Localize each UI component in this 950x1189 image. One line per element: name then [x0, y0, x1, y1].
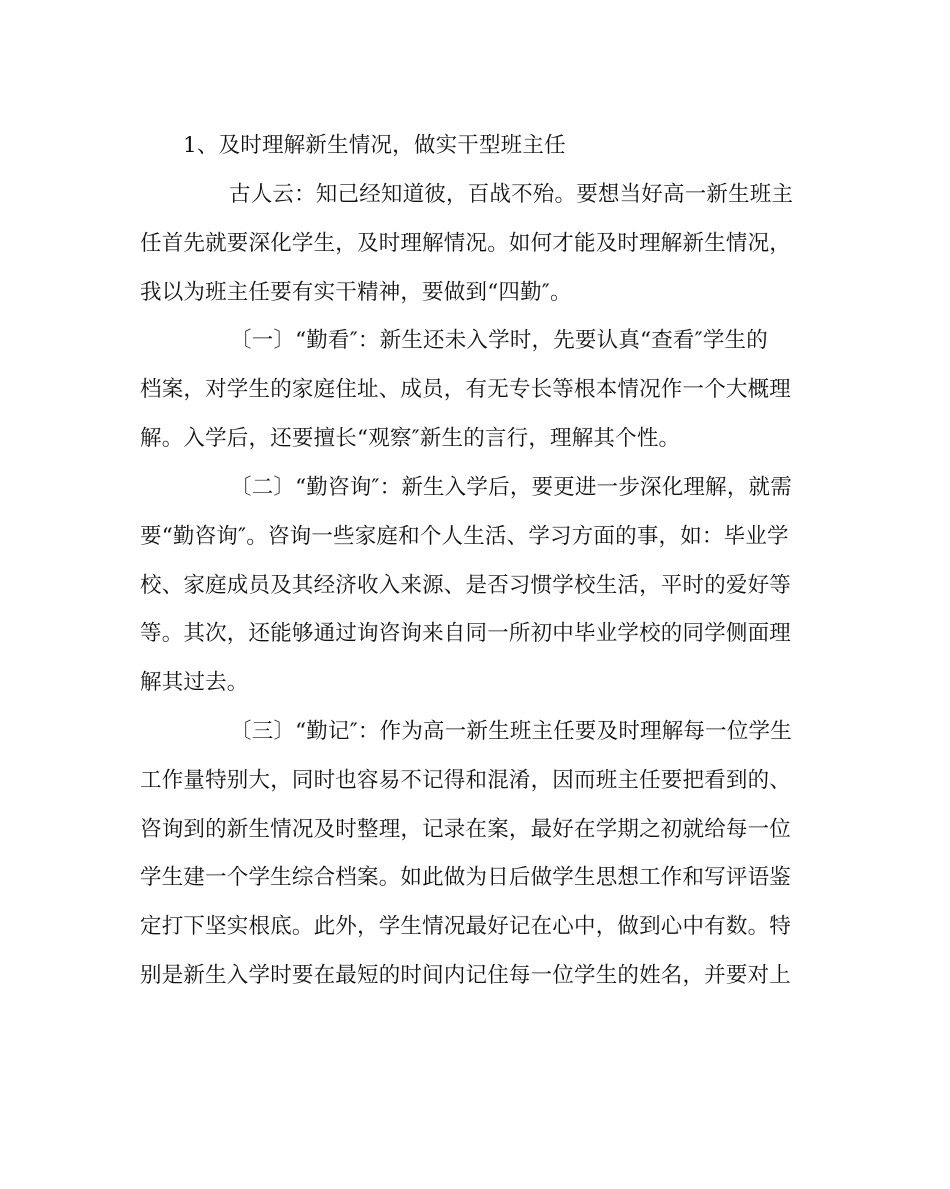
- paragraph-line: 咨询到的新生情况及时整理，记录在案，最好在学期之初就给每一位: [140, 817, 792, 842]
- paragraph-line: 档案，对学生的家庭住址、成员，有无专长等根本情况作一个大概理: [140, 377, 792, 402]
- paragraph-line: 定打下坚实根底。此外，学生情况最好记在心中，做到心中有数。特: [140, 914, 792, 939]
- paragraph-line: 别是新生入学时要在最短的时间内记住每一位学生的姓名，并要对上: [140, 963, 792, 988]
- paragraph-line: 我以为班主任要有实干精神，要做到“四勤″。: [140, 280, 572, 305]
- paragraph-line: 〔二〕“勤咨询″：新生入学后，要更进一步深化理解，就需: [230, 475, 792, 500]
- paragraph-line: 古人云：知己经知道彼，百战不殆。要想当好高一新生班主: [229, 182, 794, 207]
- paragraph-line: 等。其次，还能够通过询咨询来自同一所初中毕业学校的同学侧面理: [140, 621, 792, 646]
- paragraph-line: 〔一〕“勤看″：新生还未入学时，先要认真“查看″学生的: [230, 328, 768, 353]
- paragraph-line: 解。入学后，还要擅长“观察″新生的言行，理解其个性。: [140, 426, 681, 451]
- paragraph-line: 工作量特别大，同时也容易不记得和混淆，因而班主任要把看到的、: [140, 768, 792, 793]
- paragraph-line: 要“勤咨询″。咨询一些家庭和个人生活、学习方面的事，如：毕业学: [140, 524, 789, 549]
- paragraph-line: 解其过去。: [140, 670, 249, 695]
- paragraph-line: 〔三〕“勤记″：作为高一新生班主任要及时理解每一位学生: [230, 719, 792, 744]
- paragraph-line: 任首先就要深化学生，及时理解情况。如何才能及时理解新生情况，: [140, 231, 792, 256]
- paragraph-line: 校、家庭成员及其经济收入来源、是否习惯学校生活，平时的爱好等: [140, 573, 792, 598]
- section-heading: 1、及时理解新生情况，做实干型班主任: [183, 133, 566, 158]
- paragraph-line: 学生建一个学生综合档案。如此做为日后做学生思想工作和写评语鉴: [140, 865, 792, 890]
